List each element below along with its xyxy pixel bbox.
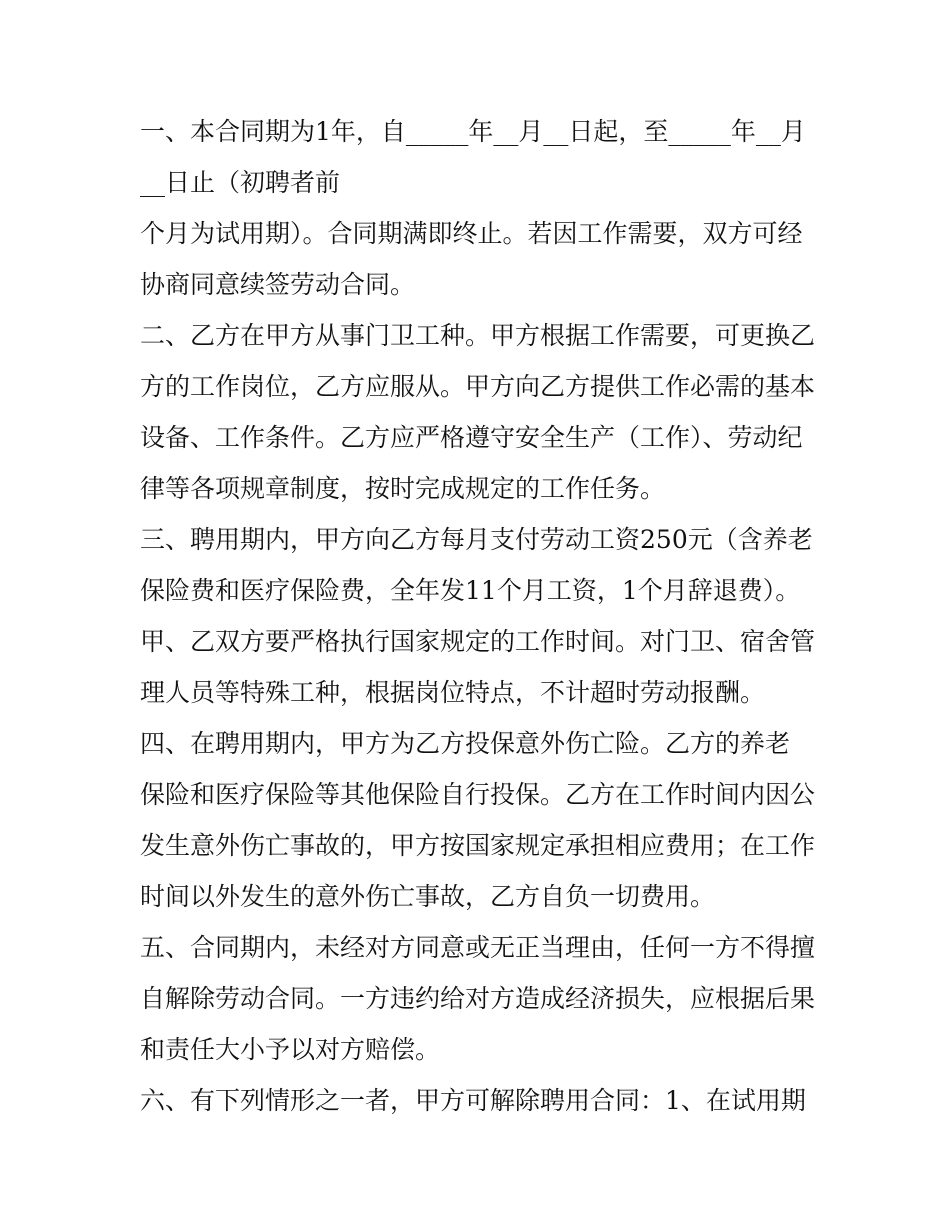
text-line-14: 保险和医疗保险等其他保险自行投保。乙方在工作时间内因公 — [140, 780, 816, 809]
text-line-13: 四、在聘用期内，甲方为乙方投保意外伤亡险。乙方的养老 — [140, 729, 791, 758]
text-line-7: 设备、工作条件。乙方应严格遵守安全生产（工作）、劳动纪 — [140, 423, 803, 452]
text-line-10: 保险费和医疗保险费，全年发11个月工资，1个月辞退费）。 — [140, 576, 801, 605]
text-line-8: 律等各项规章制度，按时完成规定的工作任务。 — [140, 474, 666, 503]
text-line-18: 自解除劳动合同。一方违约给对方造成经济损失，应根据后果 — [140, 984, 816, 1013]
text-line-4: 协商同意续签劳动合同。 — [140, 270, 416, 299]
text-line-2: __日止（初聘者前 — [140, 168, 341, 197]
text-line-17: 五、合同期内，未经对方同意或无正当理由，任何一方不得擅 — [140, 933, 816, 962]
text-line-16: 时间以外发生的意外伤亡事故，乙方自负一切费用。 — [140, 882, 716, 911]
text-line-11: 甲、乙双方要严格执行国家规定的工作时间。对门卫、宿舍管 — [140, 627, 816, 656]
text-line-5: 二、乙方在甲方从事门卫工种。甲方根据工作需要，可更换乙 — [140, 321, 816, 350]
text-line-20: 六、有下列情形之一者，甲方可解除聘用合同：1、在试用期 — [140, 1086, 806, 1115]
text-line-9: 三、聘用期内，甲方向乙方每月支付劳动工资250元（含养老 — [140, 525, 813, 554]
text-line-15: 发生意外伤亡事故的，甲方按国家规定承担相应费用；在工作 — [140, 831, 816, 860]
contract-body — [140, 106, 816, 1126]
text-line-6: 方的工作岗位，乙方应服从。甲方向乙方提供工作必需的基本 — [140, 372, 816, 401]
text-line-3: 个月为试用期）。合同期满即终止。若因工作需要，双方可经 — [140, 219, 803, 248]
text-line-19: 和责任大小予以对方赔偿。 — [140, 1035, 441, 1064]
text-line-1: 一、本合同期为1年，自_____年__月__日起，至_____年__月 — [140, 117, 806, 146]
text-line-12: 理人员等特殊工种，根据岗位特点，不计超时劳动报酬。 — [140, 678, 766, 707]
